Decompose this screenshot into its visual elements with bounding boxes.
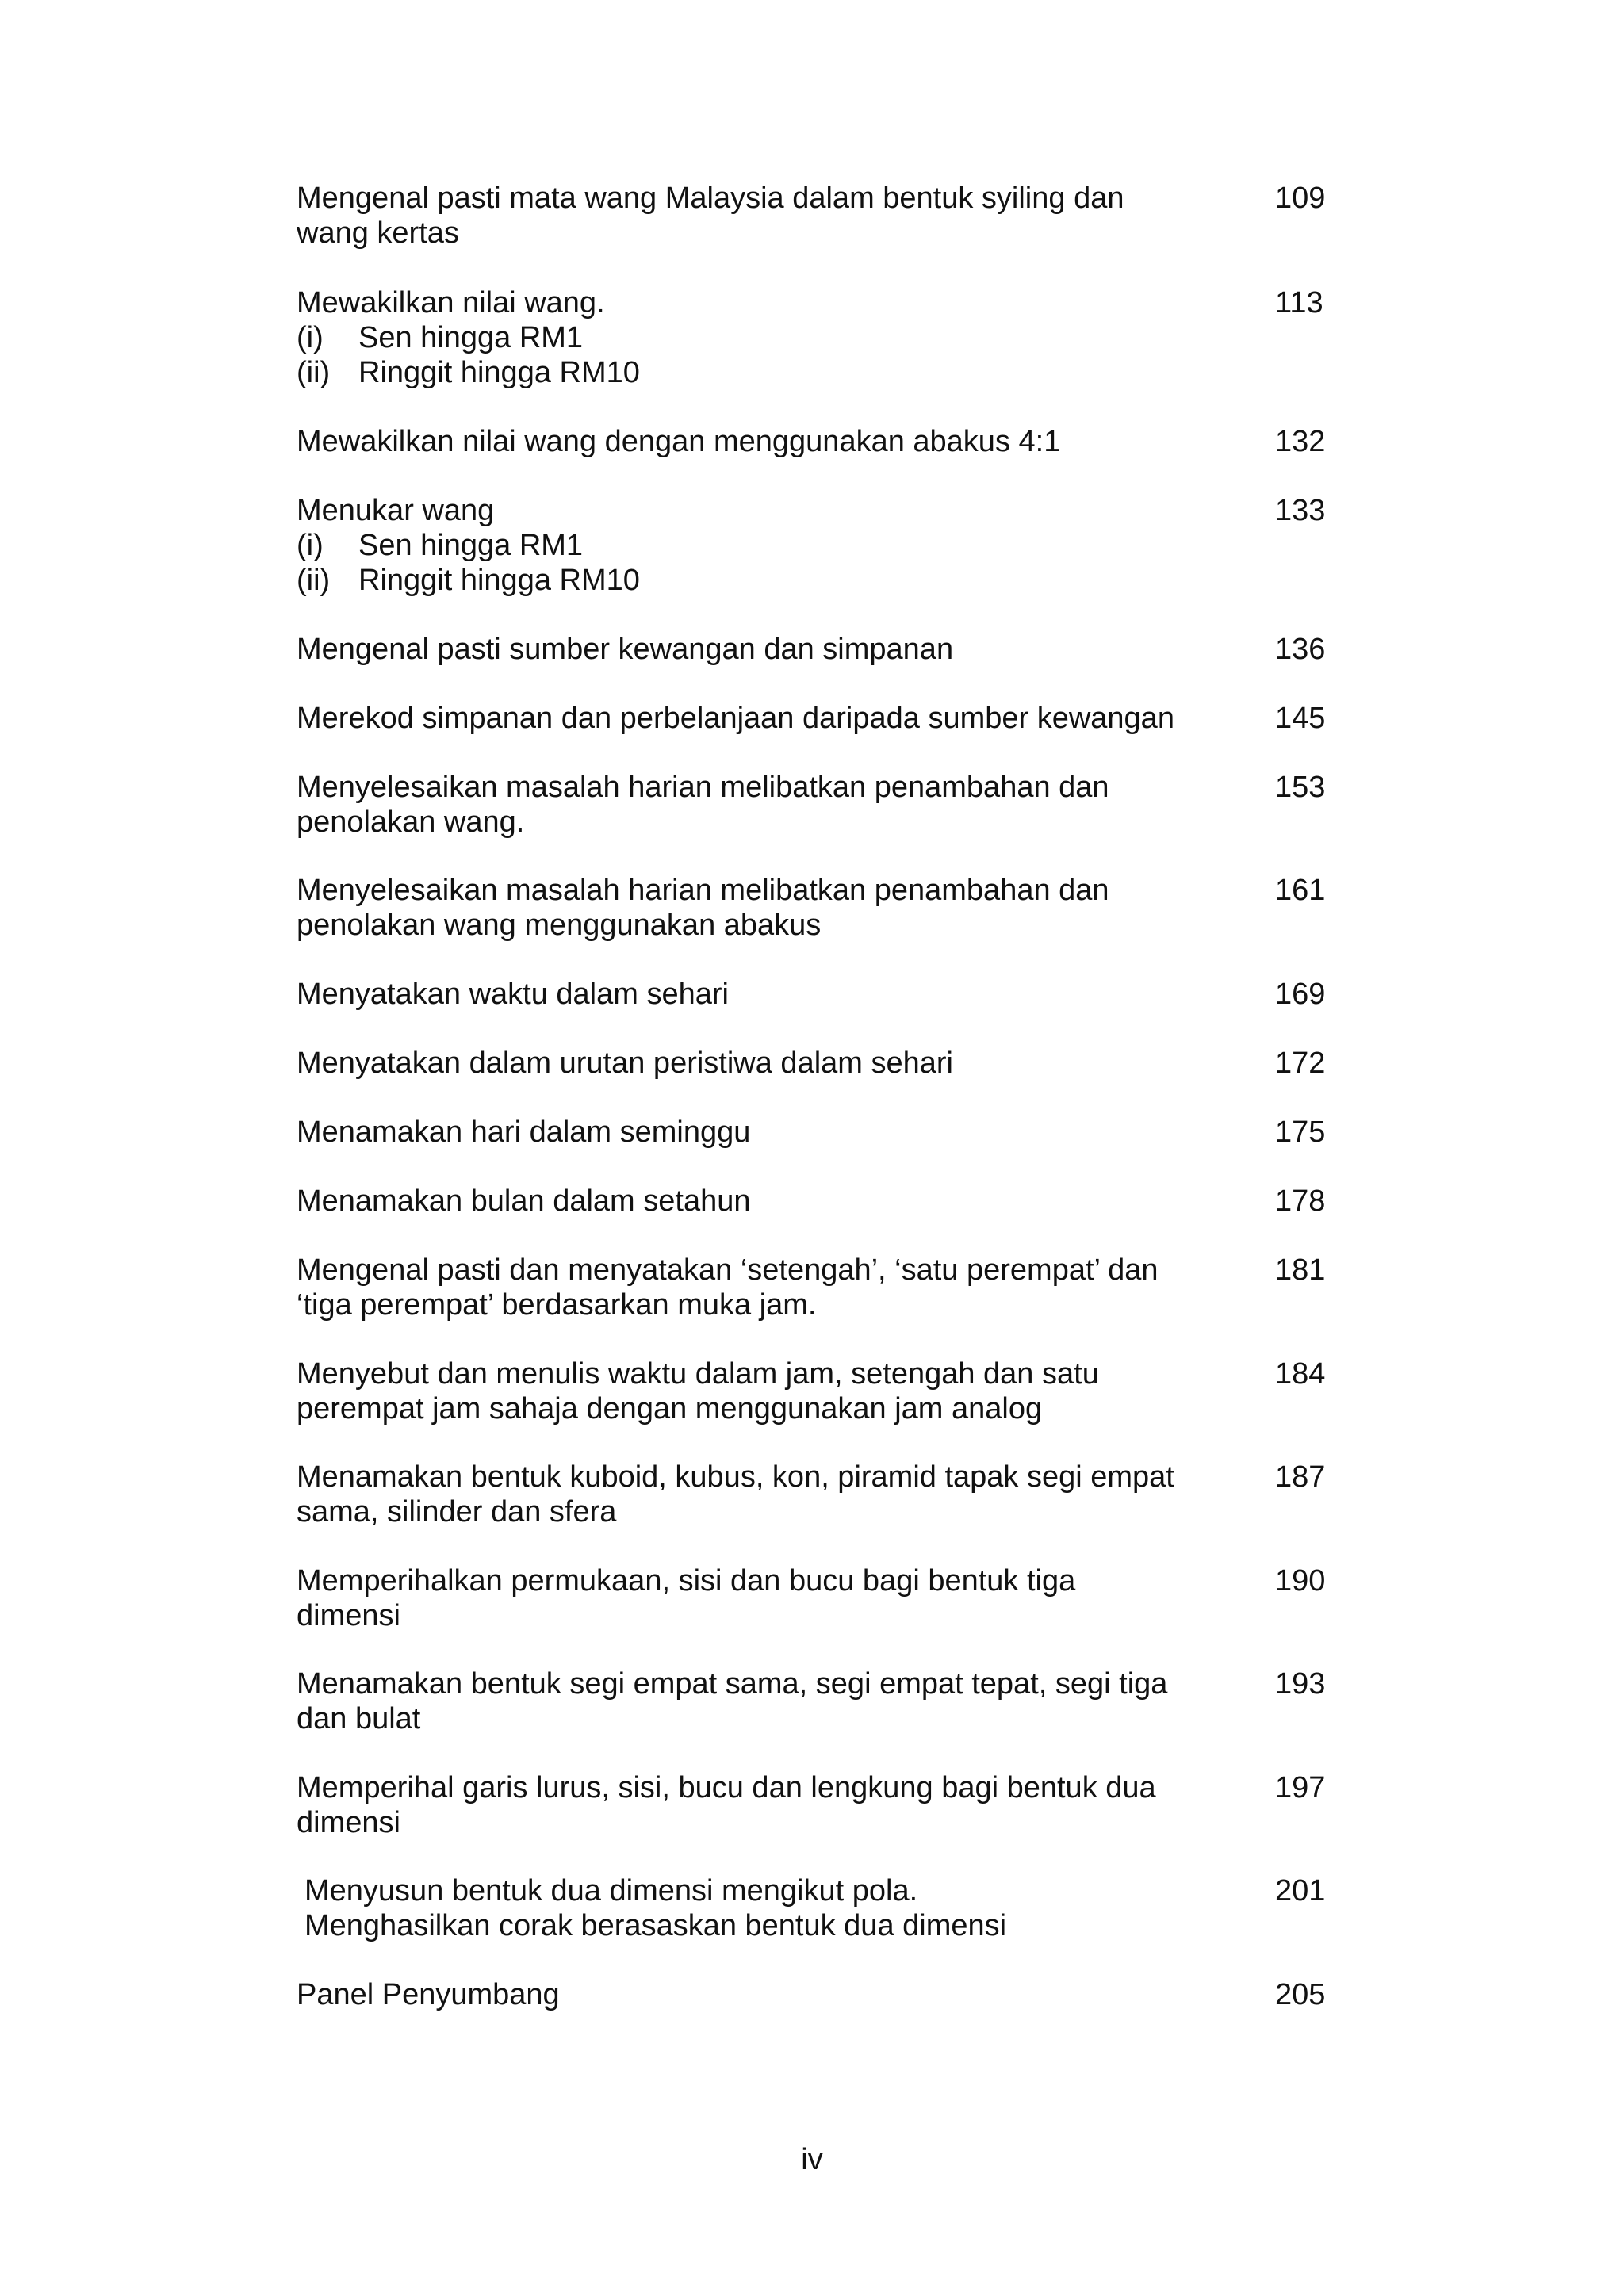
toc-subitem-text: Sen hingga RM1 (358, 321, 584, 354)
toc-entry-title (297, 1357, 1201, 1426)
toc-entry-title (297, 701, 1201, 736)
toc-entry-line: Menamakan bentuk kuboid, kubus, kon, piramid tapak segi empat (297, 1460, 1174, 1494)
toc-page-number: 109 (1275, 182, 1326, 215)
toc-entry-line: Menyatakan waktu dalam sehari (297, 978, 729, 1011)
toc-entry-line: perempat jam sahaja dengan menggunakan jam analog (297, 1392, 1043, 1425)
toc-entry-line: Menyelesaikan masalah harian melibatkan penambahan dan (297, 874, 1109, 907)
toc-entry-line: Memperihalkan permukaan, sisi dan bucu bagi bentuk tiga (297, 1564, 1076, 1598)
toc-entry-line: Mengenal pasti mata wang Malaysia dalam bentuk syiling dan (297, 182, 1124, 215)
toc-entry-line: Menyatakan dalam urutan peristiwa dalam sehari (297, 1047, 953, 1080)
toc-page-number: 201 (1275, 1874, 1326, 1908)
toc-page-number: 178 (1275, 1184, 1326, 1218)
page-number: iv (801, 2143, 823, 2176)
toc-page-number: 181 (1275, 1253, 1326, 1287)
toc-page-number: 136 (1275, 633, 1326, 666)
toc-page-number: 133 (1275, 494, 1326, 527)
toc-subitem-marker: (i) (297, 321, 324, 354)
toc-entry-title (297, 181, 1201, 251)
toc-entry-line: penolakan wang menggunakan abakus (297, 909, 822, 942)
toc-entry-title (297, 1115, 1201, 1150)
toc-entry-title (297, 1184, 1201, 1219)
toc-entry-line: Mewakilkan nilai wang dengan menggunakan abakus 4:1 (297, 425, 1061, 458)
toc-subitem-marker: (i) (297, 529, 324, 562)
toc-entry-title (297, 1460, 1201, 1529)
toc-subitem (297, 355, 1201, 390)
toc-entry-line: Menyelesaikan masalah harian melibatkan penambahan dan (297, 771, 1109, 804)
toc-entry-line: Memperihal garis lurus, sisi, bucu dan lengkung bagi bentuk dua (297, 1771, 1156, 1804)
toc-page-number: 197 (1275, 1771, 1326, 1804)
toc-page-number: 193 (1275, 1667, 1326, 1701)
toc-entry-line: ‘tiga perempat’ berdasarkan muka jam. (297, 1288, 817, 1322)
toc-page-number: 132 (1275, 425, 1326, 458)
toc-page-number: 175 (1275, 1115, 1326, 1149)
toc-subitem-text: Ringgit hingga RM10 (358, 564, 640, 597)
toc-subitem (297, 563, 1201, 598)
toc-page-number: 153 (1275, 771, 1326, 804)
toc-entry-title (297, 873, 1201, 943)
toc-entry-title (297, 1977, 1201, 2012)
toc-page-number: 205 (1275, 1978, 1326, 2011)
toc-page-number: 161 (1275, 874, 1326, 907)
toc-entry-line: Mewakilkan nilai wang. (297, 286, 605, 320)
toc-entry-title (297, 1253, 1201, 1322)
toc-page-number: 113 (1275, 286, 1323, 320)
toc-page-number: 172 (1275, 1047, 1326, 1080)
toc-page-number: 145 (1275, 702, 1326, 735)
toc-entry-title (297, 770, 1201, 840)
toc-subitem-marker: (ii) (297, 564, 331, 597)
toc-entry-line: dan bulat (297, 1702, 421, 1735)
toc-entry-title (297, 1046, 1201, 1081)
toc-subitem-marker: (ii) (297, 356, 331, 389)
toc-entry-title (297, 1770, 1201, 1840)
toc-page-number: 184 (1275, 1357, 1326, 1391)
toc-entry-title (297, 1873, 1201, 1943)
toc-entry-title (297, 632, 1201, 667)
toc-entry-line: penolakan wang. (297, 806, 525, 839)
toc-entry-line: Menamakan bulan dalam setahun (297, 1184, 751, 1218)
toc-entry-line: dimensi (297, 1806, 400, 1839)
toc-entry-line: Mengenal pasti sumber kewangan dan simpanan (297, 633, 954, 666)
toc-subitem-text: Ringgit hingga RM10 (358, 356, 640, 389)
toc-subitem-text: Sen hingga RM1 (358, 529, 584, 562)
toc-entry-line: Panel Penyumbang (297, 1978, 560, 2011)
toc-subitem (297, 528, 1201, 563)
toc-entry-line: Menamakan hari dalam seminggu (297, 1115, 751, 1149)
toc-entry-title (297, 424, 1201, 459)
toc-page-number: 190 (1275, 1564, 1326, 1598)
toc-entry-title (297, 1667, 1201, 1736)
toc-entry-line: dimensi (297, 1599, 400, 1632)
toc-page-number: 169 (1275, 978, 1326, 1011)
toc-entry-line: Merekod simpanan dan perbelanjaan daripada sumber kewangan (297, 702, 1174, 735)
toc-entry-line: Menamakan bentuk segi empat sama, segi empat tepat, segi tiga (297, 1667, 1168, 1701)
toc-entry-title (297, 493, 1201, 598)
toc-entry-line: sama, silinder dan sfera (297, 1495, 617, 1529)
toc-entry-line: Menukar wang (297, 494, 495, 527)
toc-entry-title (297, 1563, 1201, 1633)
toc-entry-line: Mengenal pasti dan menyatakan ‘setengah’, ‘satu perempat’ dan (297, 1253, 1159, 1287)
toc-entry-line: Menghasilkan corak berasaskan bentuk dua dimensi (304, 1909, 1007, 1942)
toc-entry-title (297, 285, 1201, 390)
toc-subitem (297, 320, 1201, 355)
toc-page-number: 187 (1275, 1460, 1326, 1494)
toc-entry-line: Menyusun bentuk dua dimensi mengikut pola. (304, 1874, 918, 1908)
toc-entry-line: Menyebut dan menulis waktu dalam jam, setengah dan satu (297, 1357, 1099, 1391)
toc-entry-title (297, 977, 1201, 1012)
toc-entry-line: wang kertas (297, 216, 459, 250)
